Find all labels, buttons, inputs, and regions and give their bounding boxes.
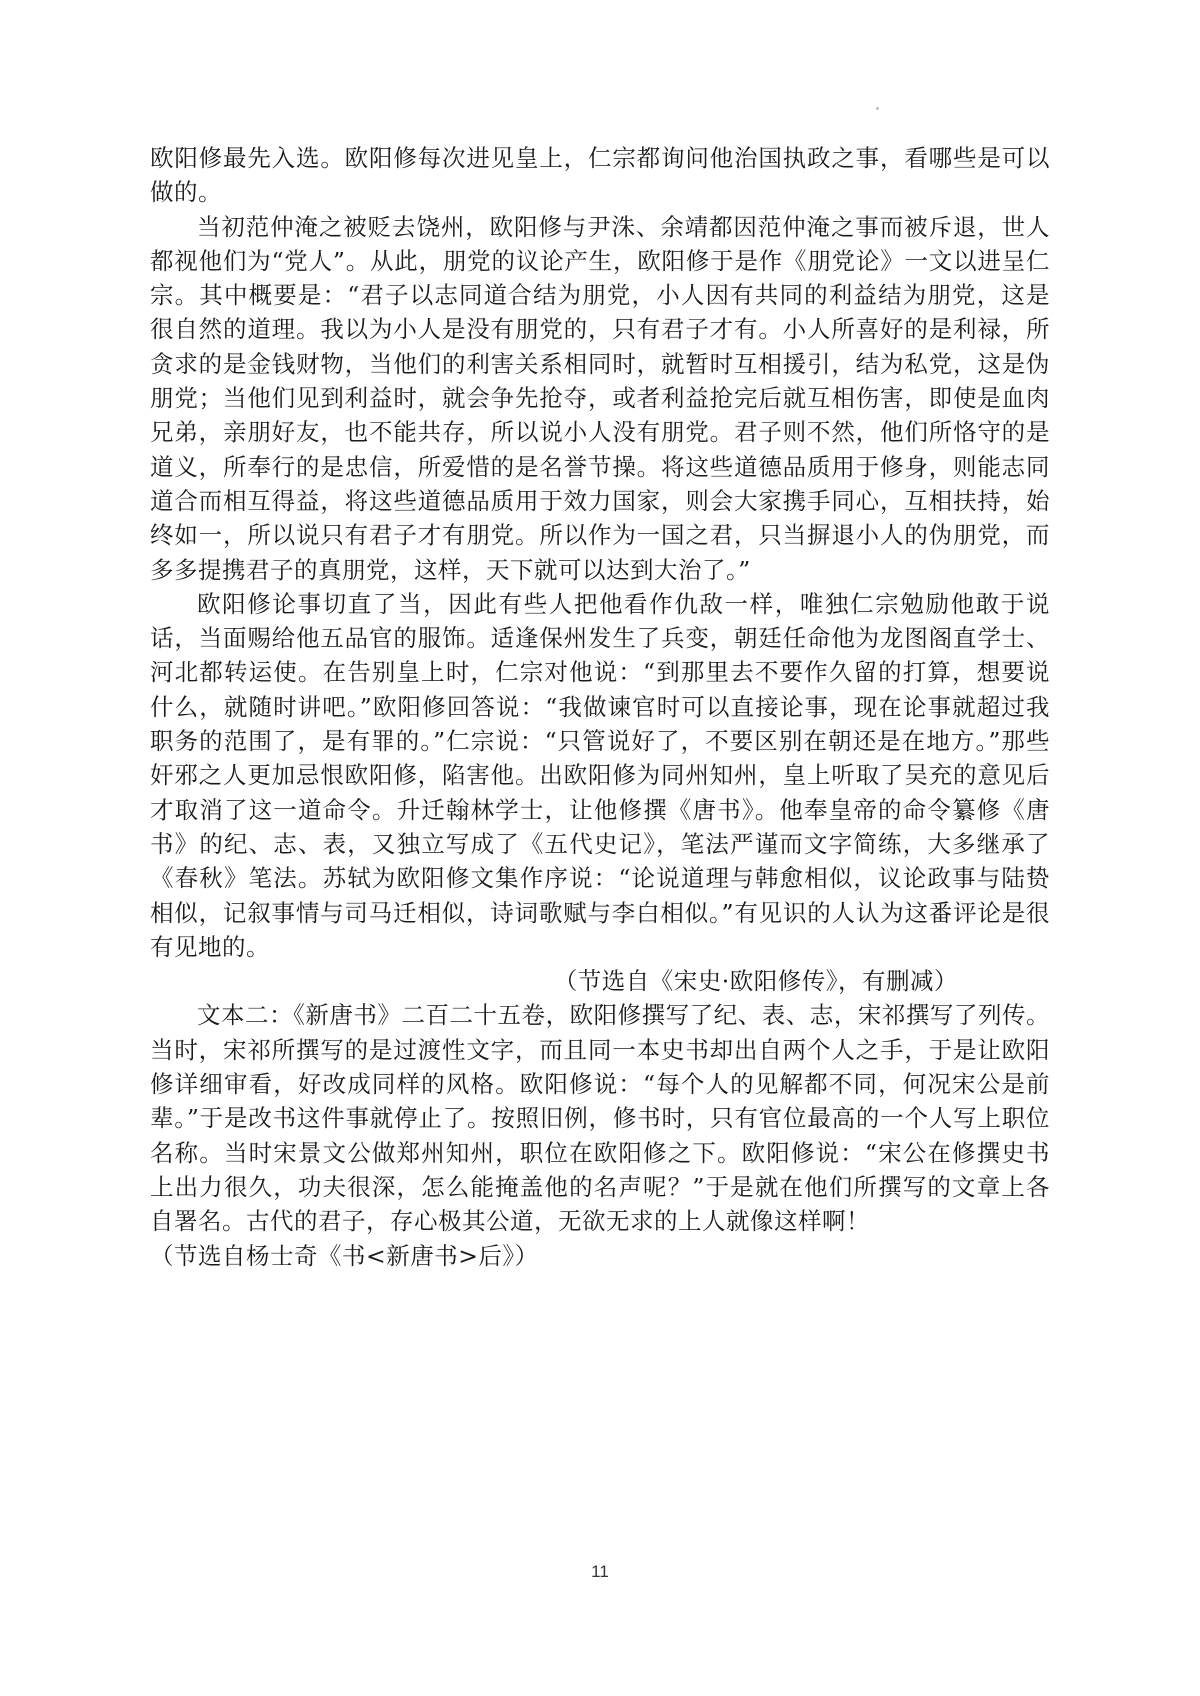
paragraph-1: 欧阳修最先入选。欧阳修每次进见皇上，仁宗都询问他治国执政之事，看哪些是可以做的。	[150, 144, 1050, 207]
page-number: 11	[591, 1562, 609, 1581]
source-citation-1: （节选自《宋史·欧阳修传》，有删减）	[553, 967, 958, 996]
document-body	[150, 141, 1050, 1273]
paragraph-2: 当初范仲淹之被贬去饶州，欧阳修与尹洙、余靖都因范仲淹之事而被斥退，世人都视他们为“党人”。从此，朋党的议论产生，欧阳修于是作《朋党论》一文以进呈仁宗。其中概要是：“君子以志同道合结为朋党，小人因有共同的利益结为朋党，这是很自然的道理。我以为小人是没有朋党的，只有君子才有。小人所喜好的是利禄，所贪求的是金钱财物，当他们的利害关系相同时，就暂时互相援引，结为私党，这是伪朋党；当他们见到利益时，就会争先抢夺，或者利益抢完后就互相伤害，即使是血肉兄弟，亲朋好友，也不能共存，所以说小人没有朋党。君子则不然，他们所恪守的是道义，所奉行的是忠信，所爱惜的是名誉节操。将这些道德品质用于修身，则能志同道合而相互得益，将这些道德品质用于效力国家，则会大家携手同心，互相扶持，始终如一，所以说只有君子才有朋党。所以作为一国之君，只当摒退小人的伪朋党，而多多提携君子的真朋党，这样，天下就可以达到大治了。”	[150, 212, 1050, 584]
source-citation-2: （节选自杨士奇《书<新唐书>后》）	[150, 1241, 539, 1270]
paragraph-3: 欧阳修论事切直了当，因此有些人把他看作仇敌一样，唯独仁宗勉励他敢于说话，当面赐给他五品官的服饰。适逢保州发生了兵变，朝廷任命他为龙图阁直学士、河北都转运使。在告别皇上时，仁宗对他说：“到那里去不要作久留的打算，想要说什么，就随时讲吧。”欧阳修回答说：“我做谏官时可以直接论事，现在论事就超过我职务的范围了，是有罪的。”仁宗说：“只管说好了，不要区别在朝还是在地方。”那些奸邪之人更加忌恨欧阳修，陷害他。出欧阳修为同州知州，皇上听取了吴充的意见后才取消了这一道命令。升迁翰林学士，让他修撰《唐书》。他奉皇帝的命令纂修《唐书》的纪、志、表，又独立写成了《五代史记》，笔法严谨而文字简练，大多继承了《春秋》笔法。苏轼为欧阳修文集作序说：“论说道理与韩愈相似，议论政事与陆贽相似，记叙事情与司马迁相似，诗词歌赋与李白相似。”有见识的人认为这番评论是很有见地的。	[150, 589, 1050, 961]
scan-speck	[876, 107, 879, 110]
paragraph-4: 文本二：《新唐书》二百二十五卷，欧阳修撰写了纪、表、志，宋祁撰写了列传。当时，宋祁所撰写的是过渡性文字，而且同一本史书却出自两个人之手，于是让欧阳修详细审看，好改成同样的风格。欧阳修说：“每个人的见解都不同，何况宋公是前辈。”于是改书这件事就停止了。按照旧例，修书时，只有官位最高的一个人写上职位名称。当时宋景文公做郑州知州，职位在欧阳修之下。欧阳修说：“宋公在修撰史书上出力很久，功夫很深，怎么能掩盖他的名声呢？”于是就在他们所撰写的文章上各自署名。古代的君子，存心极其公道，无欲无求的上人就像这样啊！	[150, 1001, 1050, 1236]
